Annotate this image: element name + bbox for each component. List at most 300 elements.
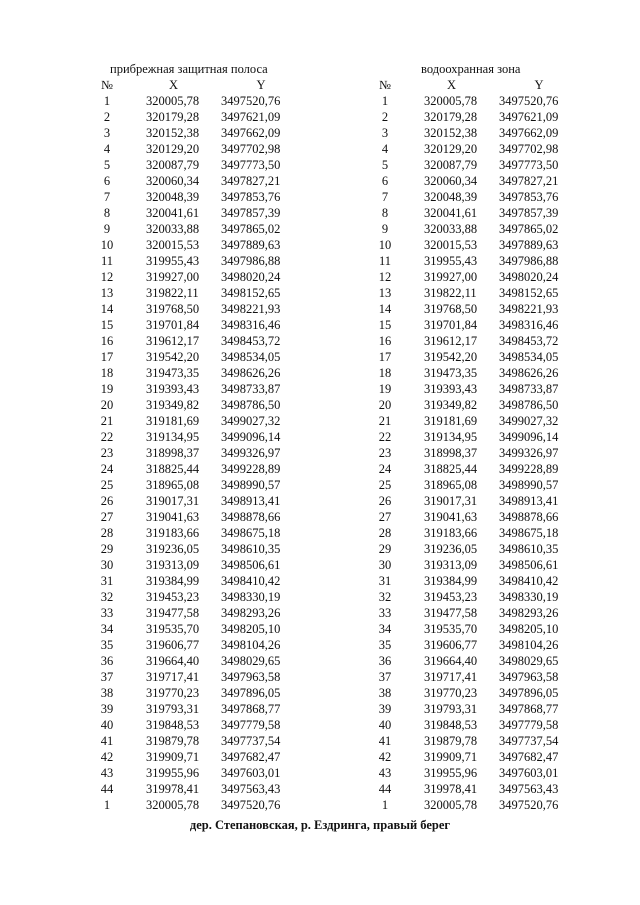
table-header-row bbox=[366, 77, 579, 93]
y-coordinate-cell: 3498506,61 bbox=[221, 558, 281, 572]
x-coordinate-cell: 319955,96 bbox=[424, 766, 478, 780]
table-row bbox=[88, 493, 301, 509]
y-coordinate-cell: 3498626,26 bbox=[221, 366, 281, 380]
point-number-cell: 2 bbox=[381, 110, 389, 124]
y-coordinate-cell: 3497621,09 bbox=[221, 110, 281, 124]
y-coordinate-cell: 3497662,09 bbox=[499, 126, 559, 140]
x-coordinate-cell: 319879,78 bbox=[424, 734, 478, 748]
table-row bbox=[88, 141, 301, 157]
x-coordinate-cell: 319927,00 bbox=[146, 270, 200, 284]
x-coordinate-cell: 320129,20 bbox=[424, 142, 478, 156]
y-coordinate-cell: 3499096,14 bbox=[499, 430, 559, 444]
table-row bbox=[88, 109, 301, 125]
x-coordinate-cell: 319770,23 bbox=[146, 686, 200, 700]
x-coordinate-cell: 319701,84 bbox=[146, 318, 200, 332]
point-number-cell: 25 bbox=[100, 478, 114, 492]
table-row bbox=[366, 285, 579, 301]
table-row bbox=[366, 509, 579, 525]
x-coordinate-cell: 319768,50 bbox=[146, 302, 200, 316]
point-number-cell: 10 bbox=[100, 238, 114, 252]
point-number-cell: 42 bbox=[378, 750, 392, 764]
table-row bbox=[366, 365, 579, 381]
point-number-cell: 28 bbox=[100, 526, 114, 540]
point-number-cell: 3 bbox=[103, 126, 111, 140]
x-coordinate-cell: 319134,95 bbox=[424, 430, 478, 444]
table-row bbox=[366, 493, 579, 509]
y-coordinate-cell: 3497563,43 bbox=[221, 782, 281, 796]
x-coordinate-cell: 319473,35 bbox=[424, 366, 478, 380]
x-coordinate-cell: 320060,34 bbox=[146, 174, 200, 188]
point-number-cell: 36 bbox=[100, 654, 114, 668]
point-number-cell: 21 bbox=[378, 414, 392, 428]
point-number-cell: 28 bbox=[378, 526, 392, 540]
table-row bbox=[88, 157, 301, 173]
point-number-cell: 6 bbox=[381, 174, 389, 188]
point-number-cell: 4 bbox=[381, 142, 389, 156]
y-coordinate-cell: 3497662,09 bbox=[221, 126, 281, 140]
table-row bbox=[88, 397, 301, 413]
x-coordinate-cell: 320048,39 bbox=[424, 190, 478, 204]
table-row bbox=[366, 221, 579, 237]
x-coordinate-cell: 320041,61 bbox=[146, 206, 200, 220]
y-coordinate-cell: 3498878,66 bbox=[221, 510, 281, 524]
y-coordinate-cell: 3497868,77 bbox=[499, 702, 559, 716]
y-coordinate-cell: 3498221,93 bbox=[499, 302, 559, 316]
y-coordinate-cell: 3498534,05 bbox=[499, 350, 559, 364]
x-coordinate-cell: 320060,34 bbox=[424, 174, 478, 188]
point-number-cell: 41 bbox=[100, 734, 114, 748]
x-coordinate-cell: 319955,96 bbox=[146, 766, 200, 780]
x-coordinate-cell: 319384,99 bbox=[146, 574, 200, 588]
x-coordinate-cell: 320048,39 bbox=[146, 190, 200, 204]
x-coordinate-cell: 319183,66 bbox=[146, 526, 200, 540]
x-coordinate-cell: 319181,69 bbox=[424, 414, 478, 428]
point-number-cell: 16 bbox=[100, 334, 114, 348]
x-coordinate-cell: 318965,08 bbox=[146, 478, 200, 492]
table-row bbox=[88, 557, 301, 573]
point-number-cell: 30 bbox=[378, 558, 392, 572]
y-coordinate-cell: 3498205,10 bbox=[221, 622, 281, 636]
y-coordinate-cell: 3497868,77 bbox=[221, 702, 281, 716]
y-coordinate-cell: 3497865,02 bbox=[499, 222, 559, 236]
x-coordinate-cell: 320005,78 bbox=[424, 798, 478, 812]
y-coordinate-cell: 3498152,65 bbox=[499, 286, 559, 300]
point-number-cell: 40 bbox=[378, 718, 392, 732]
coastal-protection-strip-block bbox=[88, 62, 301, 813]
x-coordinate-cell: 320152,38 bbox=[146, 126, 200, 140]
x-coordinate-cell: 320087,79 bbox=[424, 158, 478, 172]
x-coordinate-cell: 319453,23 bbox=[146, 590, 200, 604]
x-coordinate-cell: 319349,82 bbox=[424, 398, 478, 412]
point-number-cell: 15 bbox=[100, 318, 114, 332]
point-number-cell: 26 bbox=[378, 494, 392, 508]
x-coordinate-cell: 320015,53 bbox=[146, 238, 200, 252]
y-coordinate-cell: 3497520,76 bbox=[499, 798, 559, 812]
x-coordinate-cell: 319393,43 bbox=[424, 382, 478, 396]
water-protection-zone-table bbox=[366, 77, 579, 813]
x-coordinate-cell: 319041,63 bbox=[146, 510, 200, 524]
y-coordinate-cell: 3498316,46 bbox=[221, 318, 281, 332]
y-coordinate-cell: 3497621,09 bbox=[499, 110, 559, 124]
table-row bbox=[88, 797, 301, 813]
y-coordinate-cell: 3499027,32 bbox=[221, 414, 281, 428]
y-coordinate-cell: 3498104,26 bbox=[221, 638, 281, 652]
point-number-cell: 41 bbox=[378, 734, 392, 748]
point-number-cell: 44 bbox=[100, 782, 114, 796]
y-coordinate-cell: 3498152,65 bbox=[221, 286, 281, 300]
table-row bbox=[366, 301, 579, 317]
column-header-y: Y bbox=[534, 78, 544, 92]
y-coordinate-cell: 3498786,50 bbox=[499, 398, 559, 412]
table-row bbox=[366, 541, 579, 557]
table-row bbox=[88, 621, 301, 637]
point-number-cell: 24 bbox=[100, 462, 114, 476]
y-coordinate-cell: 3497857,39 bbox=[221, 206, 281, 220]
table-row bbox=[366, 461, 579, 477]
point-number-cell: 5 bbox=[381, 158, 389, 172]
table-row bbox=[88, 93, 301, 109]
x-coordinate-cell: 319041,63 bbox=[424, 510, 478, 524]
y-coordinate-cell: 3498990,57 bbox=[221, 478, 281, 492]
point-number-cell: 38 bbox=[378, 686, 392, 700]
table-row bbox=[366, 141, 579, 157]
table-row bbox=[88, 461, 301, 477]
y-coordinate-cell: 3497603,01 bbox=[221, 766, 281, 780]
point-number-cell: 18 bbox=[100, 366, 114, 380]
y-coordinate-cell: 3497857,39 bbox=[499, 206, 559, 220]
point-number-cell: 18 bbox=[378, 366, 392, 380]
y-coordinate-cell: 3497702,98 bbox=[499, 142, 559, 156]
table-row bbox=[88, 477, 301, 493]
x-coordinate-cell: 318998,37 bbox=[424, 446, 478, 460]
y-coordinate-cell: 3499228,89 bbox=[499, 462, 559, 476]
y-coordinate-cell: 3497827,21 bbox=[499, 174, 559, 188]
table-row bbox=[88, 781, 301, 797]
x-coordinate-cell: 320005,78 bbox=[146, 94, 200, 108]
x-coordinate-cell: 319313,09 bbox=[424, 558, 478, 572]
table-row bbox=[88, 221, 301, 237]
table-row bbox=[88, 733, 301, 749]
table-row bbox=[366, 445, 579, 461]
table-row bbox=[88, 413, 301, 429]
column-header-x: X bbox=[446, 78, 457, 92]
x-coordinate-cell: 319542,20 bbox=[424, 350, 478, 364]
x-coordinate-cell: 319848,53 bbox=[424, 718, 478, 732]
y-coordinate-cell: 3498913,41 bbox=[499, 494, 559, 508]
y-coordinate-cell: 3497702,98 bbox=[221, 142, 281, 156]
point-number-cell: 4 bbox=[103, 142, 111, 156]
coastal-table-body bbox=[88, 77, 301, 813]
point-number-cell: 20 bbox=[378, 398, 392, 412]
table-row bbox=[88, 253, 301, 269]
x-coordinate-cell: 319183,66 bbox=[424, 526, 478, 540]
x-coordinate-cell: 319879,78 bbox=[146, 734, 200, 748]
y-coordinate-cell: 3499096,14 bbox=[221, 430, 281, 444]
x-coordinate-cell: 320179,28 bbox=[146, 110, 200, 124]
point-number-cell: 21 bbox=[100, 414, 114, 428]
y-coordinate-cell: 3498453,72 bbox=[499, 334, 559, 348]
table-row bbox=[88, 381, 301, 397]
y-coordinate-cell: 3497737,54 bbox=[499, 734, 559, 748]
table-row bbox=[88, 365, 301, 381]
y-coordinate-cell: 3498913,41 bbox=[221, 494, 281, 508]
table-row bbox=[366, 797, 579, 813]
y-coordinate-cell: 3498330,19 bbox=[499, 590, 559, 604]
y-coordinate-cell: 3497865,02 bbox=[221, 222, 281, 236]
point-number-cell: 34 bbox=[378, 622, 392, 636]
x-coordinate-cell: 319664,40 bbox=[146, 654, 200, 668]
x-coordinate-cell: 319955,43 bbox=[424, 254, 478, 268]
table-row bbox=[88, 669, 301, 685]
x-coordinate-cell: 319393,43 bbox=[146, 382, 200, 396]
table-row bbox=[366, 125, 579, 141]
point-number-cell: 35 bbox=[100, 638, 114, 652]
table-row bbox=[366, 205, 579, 221]
table-row bbox=[366, 333, 579, 349]
point-number-cell: 19 bbox=[100, 382, 114, 396]
y-coordinate-cell: 3499326,97 bbox=[499, 446, 559, 460]
y-coordinate-cell: 3498205,10 bbox=[499, 622, 559, 636]
y-coordinate-cell: 3498626,26 bbox=[499, 366, 559, 380]
table-row bbox=[88, 765, 301, 781]
point-number-cell: 25 bbox=[378, 478, 392, 492]
y-coordinate-cell: 3498020,24 bbox=[499, 270, 559, 284]
coastal-protection-strip-table bbox=[88, 77, 301, 813]
x-coordinate-cell: 319134,95 bbox=[146, 430, 200, 444]
table-row bbox=[366, 397, 579, 413]
y-coordinate-cell: 3497773,50 bbox=[221, 158, 281, 172]
y-coordinate-cell: 3497682,47 bbox=[221, 750, 281, 764]
y-coordinate-cell: 3498221,93 bbox=[221, 302, 281, 316]
table-row bbox=[366, 413, 579, 429]
y-coordinate-cell: 3498029,65 bbox=[499, 654, 559, 668]
table-row bbox=[88, 589, 301, 605]
table-row bbox=[366, 701, 579, 717]
table-row bbox=[88, 317, 301, 333]
point-number-cell: 2 bbox=[103, 110, 111, 124]
point-number-cell: 14 bbox=[100, 302, 114, 316]
y-coordinate-cell: 3498610,35 bbox=[499, 542, 559, 556]
table-row bbox=[88, 637, 301, 653]
x-coordinate-cell: 320179,28 bbox=[424, 110, 478, 124]
x-coordinate-cell: 319349,82 bbox=[146, 398, 200, 412]
point-number-cell: 14 bbox=[378, 302, 392, 316]
water-protection-zone-title: водоохранная зона bbox=[421, 62, 521, 76]
table-row bbox=[366, 669, 579, 685]
y-coordinate-cell: 3497603,01 bbox=[499, 766, 559, 780]
point-number-cell: 37 bbox=[100, 670, 114, 684]
table-row bbox=[88, 525, 301, 541]
table-row bbox=[366, 573, 579, 589]
x-coordinate-cell: 320087,79 bbox=[146, 158, 200, 172]
table-row bbox=[88, 685, 301, 701]
location-caption: дер. Степановская, р. Ездринга, правый берег bbox=[189, 818, 451, 832]
table-row bbox=[366, 589, 579, 605]
point-number-cell: 29 bbox=[100, 542, 114, 556]
point-number-cell: 33 bbox=[378, 606, 392, 620]
x-coordinate-cell: 320015,53 bbox=[424, 238, 478, 252]
table-row bbox=[88, 701, 301, 717]
point-number-cell: 11 bbox=[100, 254, 114, 268]
point-number-cell: 24 bbox=[378, 462, 392, 476]
point-number-cell: 13 bbox=[100, 286, 114, 300]
point-number-cell: 43 bbox=[378, 766, 392, 780]
table-row bbox=[366, 317, 579, 333]
y-coordinate-cell: 3497896,05 bbox=[221, 686, 281, 700]
y-coordinate-cell: 3498733,87 bbox=[499, 382, 559, 396]
table-row bbox=[88, 301, 301, 317]
point-number-cell: 23 bbox=[100, 446, 114, 460]
point-number-cell: 29 bbox=[378, 542, 392, 556]
x-coordinate-cell: 319793,31 bbox=[146, 702, 200, 716]
x-coordinate-cell: 319978,41 bbox=[146, 782, 200, 796]
point-number-cell: 6 bbox=[103, 174, 111, 188]
x-coordinate-cell: 319978,41 bbox=[424, 782, 478, 796]
column-header-y: Y bbox=[256, 78, 266, 92]
table-row bbox=[366, 733, 579, 749]
table-row bbox=[366, 269, 579, 285]
point-number-cell: 3 bbox=[381, 126, 389, 140]
x-coordinate-cell: 319909,71 bbox=[146, 750, 200, 764]
point-number-cell: 36 bbox=[378, 654, 392, 668]
point-number-cell: 26 bbox=[100, 494, 114, 508]
x-coordinate-cell: 320041,61 bbox=[424, 206, 478, 220]
point-number-cell: 33 bbox=[100, 606, 114, 620]
point-number-cell: 17 bbox=[100, 350, 114, 364]
column-header-number: № bbox=[379, 78, 391, 92]
table-row bbox=[88, 717, 301, 733]
table-row bbox=[366, 381, 579, 397]
point-number-cell: 32 bbox=[378, 590, 392, 604]
y-coordinate-cell: 3498020,24 bbox=[221, 270, 281, 284]
table-row bbox=[88, 285, 301, 301]
x-coordinate-cell: 320033,88 bbox=[424, 222, 478, 236]
y-coordinate-cell: 3497963,58 bbox=[499, 670, 559, 684]
x-coordinate-cell: 319822,11 bbox=[146, 286, 199, 300]
point-number-cell: 44 bbox=[378, 782, 392, 796]
x-coordinate-cell: 319793,31 bbox=[424, 702, 478, 716]
y-coordinate-cell: 3497737,54 bbox=[221, 734, 281, 748]
point-number-cell: 22 bbox=[100, 430, 114, 444]
y-coordinate-cell: 3497779,58 bbox=[499, 718, 559, 732]
y-coordinate-cell: 3498453,72 bbox=[221, 334, 281, 348]
point-number-cell: 8 bbox=[381, 206, 389, 220]
point-number-cell: 34 bbox=[100, 622, 114, 636]
y-coordinate-cell: 3498293,26 bbox=[221, 606, 281, 620]
x-coordinate-cell: 319717,41 bbox=[424, 670, 478, 684]
y-coordinate-cell: 3497889,63 bbox=[221, 238, 281, 252]
point-number-cell: 31 bbox=[378, 574, 392, 588]
point-number-cell: 27 bbox=[100, 510, 114, 524]
x-coordinate-cell: 319181,69 bbox=[146, 414, 200, 428]
point-number-cell: 20 bbox=[100, 398, 114, 412]
column-header-x: X bbox=[168, 78, 179, 92]
x-coordinate-cell: 319717,41 bbox=[146, 670, 200, 684]
y-coordinate-cell: 3498104,26 bbox=[499, 638, 559, 652]
point-number-cell: 15 bbox=[378, 318, 392, 332]
table-row bbox=[366, 765, 579, 781]
x-coordinate-cell: 319473,35 bbox=[146, 366, 200, 380]
table-row bbox=[366, 157, 579, 173]
table-row bbox=[88, 605, 301, 621]
x-coordinate-cell: 319927,00 bbox=[424, 270, 478, 284]
table-row bbox=[366, 189, 579, 205]
point-number-cell: 8 bbox=[103, 206, 111, 220]
x-coordinate-cell: 319384,99 bbox=[424, 574, 478, 588]
x-coordinate-cell: 319768,50 bbox=[424, 302, 478, 316]
table-row bbox=[88, 749, 301, 765]
x-coordinate-cell: 319909,71 bbox=[424, 750, 478, 764]
table-row bbox=[366, 253, 579, 269]
point-number-cell: 22 bbox=[378, 430, 392, 444]
table-header-row bbox=[88, 77, 301, 93]
x-coordinate-cell: 319017,31 bbox=[146, 494, 200, 508]
point-number-cell: 16 bbox=[378, 334, 392, 348]
x-coordinate-cell: 319535,70 bbox=[424, 622, 478, 636]
table-row bbox=[366, 637, 579, 653]
x-coordinate-cell: 319236,05 bbox=[424, 542, 478, 556]
y-coordinate-cell: 3497853,76 bbox=[221, 190, 281, 204]
table-row bbox=[366, 557, 579, 573]
point-number-cell: 38 bbox=[100, 686, 114, 700]
point-number-cell: 10 bbox=[378, 238, 392, 252]
x-coordinate-cell: 319664,40 bbox=[424, 654, 478, 668]
y-coordinate-cell: 3498534,05 bbox=[221, 350, 281, 364]
table-row bbox=[366, 605, 579, 621]
y-coordinate-cell: 3498878,66 bbox=[499, 510, 559, 524]
y-coordinate-cell: 3497853,76 bbox=[499, 190, 559, 204]
x-coordinate-cell: 319017,31 bbox=[424, 494, 478, 508]
table-row bbox=[88, 429, 301, 445]
point-number-cell: 43 bbox=[100, 766, 114, 780]
x-coordinate-cell: 318998,37 bbox=[146, 446, 200, 460]
table-row bbox=[88, 125, 301, 141]
table-row bbox=[88, 237, 301, 253]
y-coordinate-cell: 3498786,50 bbox=[221, 398, 281, 412]
x-coordinate-cell: 319606,77 bbox=[424, 638, 478, 652]
table-row bbox=[366, 477, 579, 493]
x-coordinate-cell: 319822,11 bbox=[424, 286, 477, 300]
water-protection-zone-block bbox=[366, 62, 579, 813]
table-row bbox=[366, 749, 579, 765]
y-coordinate-cell: 3497896,05 bbox=[499, 686, 559, 700]
point-number-cell: 40 bbox=[100, 718, 114, 732]
point-number-cell: 1 bbox=[381, 94, 389, 108]
table-row bbox=[88, 333, 301, 349]
y-coordinate-cell: 3497520,76 bbox=[499, 94, 559, 108]
point-number-cell: 35 bbox=[378, 638, 392, 652]
y-coordinate-cell: 3498610,35 bbox=[221, 542, 281, 556]
table-row bbox=[366, 93, 579, 109]
y-coordinate-cell: 3498330,19 bbox=[221, 590, 281, 604]
y-coordinate-cell: 3497986,88 bbox=[221, 254, 281, 268]
y-coordinate-cell: 3497773,50 bbox=[499, 158, 559, 172]
x-coordinate-cell: 318825,44 bbox=[424, 462, 478, 476]
table-row bbox=[366, 525, 579, 541]
x-coordinate-cell: 319848,53 bbox=[146, 718, 200, 732]
table-row bbox=[366, 621, 579, 637]
table-row bbox=[366, 109, 579, 125]
x-coordinate-cell: 319535,70 bbox=[146, 622, 200, 636]
table-row bbox=[366, 429, 579, 445]
point-number-cell: 27 bbox=[378, 510, 392, 524]
point-number-cell: 12 bbox=[100, 270, 114, 284]
point-number-cell: 19 bbox=[378, 382, 392, 396]
table-row bbox=[88, 541, 301, 557]
x-coordinate-cell: 320152,38 bbox=[424, 126, 478, 140]
y-coordinate-cell: 3497682,47 bbox=[499, 750, 559, 764]
table-row bbox=[366, 653, 579, 669]
